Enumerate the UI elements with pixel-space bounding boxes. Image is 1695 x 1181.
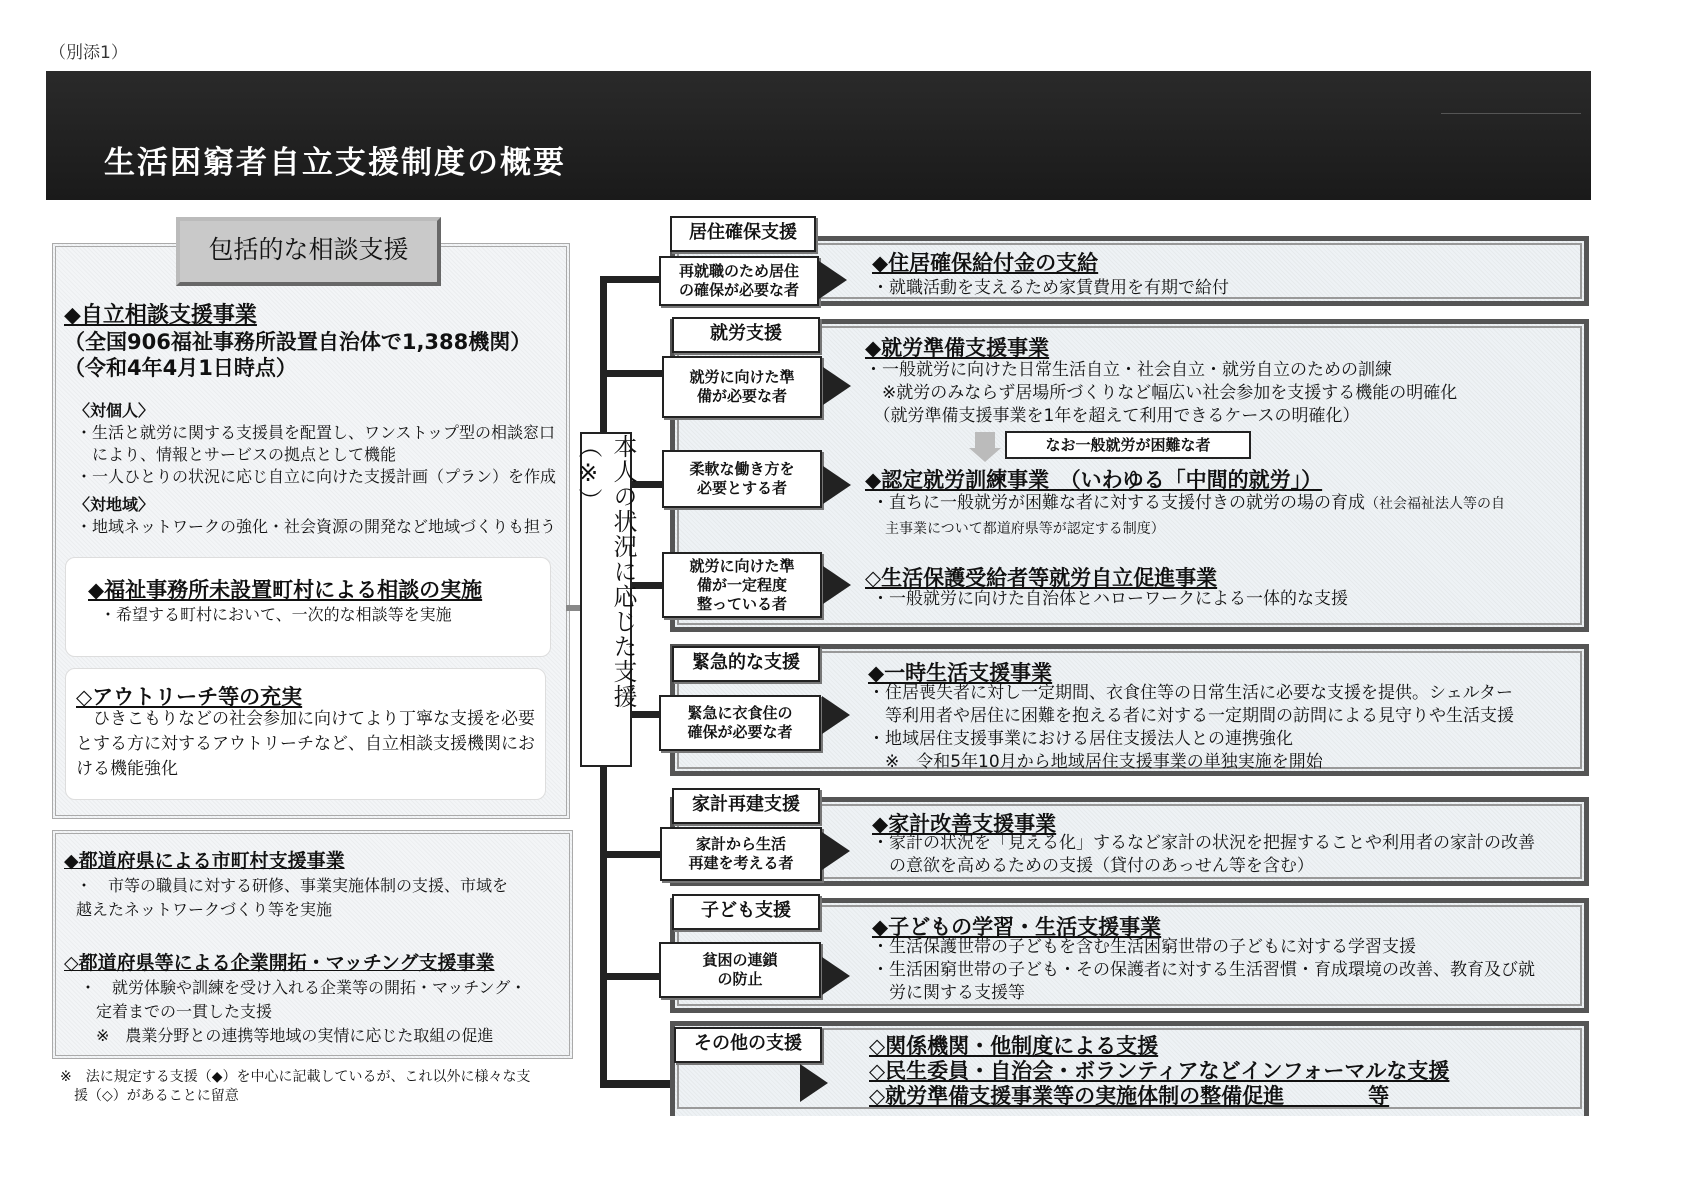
self-reliance-date: （令和4年4月1日時点） (64, 356, 297, 380)
list-item: 主事業について都道府県等が認定する制度） (885, 521, 1165, 537)
divider (1441, 113, 1581, 114)
footnote-line: 援（◇）があることに留意 (60, 1088, 239, 1104)
household-target-box (660, 827, 822, 881)
emergency-text (868, 682, 1514, 774)
children-heading: ◆子どもの学習・生活支援事業 (872, 915, 1162, 939)
arrow-right-icon (823, 566, 851, 604)
list-item: ・家計の状況を「見える化」するなど家計の状況を把握することや利用者の家計の改善 (872, 833, 1535, 853)
employment-target-box-3 (662, 552, 822, 618)
employment-prep-text (865, 359, 1457, 428)
emergency-heading: ◆一時生活支援事業 (868, 661, 1053, 685)
outreach-box (65, 668, 546, 800)
housing-heading: ◆住居確保給付金の支給 (872, 251, 1099, 275)
target-line: 確保が必要な者 (687, 723, 793, 741)
branch-line (600, 973, 662, 980)
individual-label: 〈対個人〉 (74, 401, 155, 420)
list-item: ・住居喪失者に対し一定期間、衣食住等の日常生活に必要な支援を提供。シェルター (868, 683, 1513, 703)
footnote (60, 1068, 531, 1106)
list-item: ・地域居住支援事業における居住支援法人との連携強化 (868, 729, 1293, 749)
housing-tab: 居住確保支援 (670, 216, 816, 252)
list-item: 越えたネットワークづくり等を実施 (76, 900, 333, 919)
list-item: の意欲を高めるための支援（貸付のあっせん等を含む） (872, 856, 1314, 876)
self-reliance-heading: ◆自立相談支援事業 (64, 303, 257, 328)
self-reliance-count: （全国906福祉事務所設置自治体で1,388機関） (64, 330, 532, 354)
arrow-right-icon (819, 261, 847, 299)
text: （社会福祉法人等の自 (1365, 496, 1505, 512)
employment-tab: 就労支援 (672, 317, 820, 353)
household-heading: ◆家計改善支援事業 (872, 812, 1057, 836)
certified-training-heading: ◆認定就労訓練事業 （いわゆる「中間的就労」） (865, 468, 1323, 492)
target-line: 再就職のため居住 (678, 262, 799, 280)
target-line: 必要とする者 (696, 479, 787, 497)
town-line: ・希望する町村において、一次的な相談等を実施 (100, 605, 452, 624)
prefecture-support-panel (52, 830, 573, 1059)
difficult-employment-note: なお一般就労が困難な者 (1005, 431, 1251, 459)
down-arrowhead-icon (969, 448, 1001, 462)
list-item: ・地域ネットワークの強化・社会資源の開発など地域づくりも担う (76, 517, 557, 536)
arrow-right-icon (823, 466, 851, 504)
attachment-label: （別添1） (49, 43, 128, 63)
target-line: 再建を考える者 (688, 854, 794, 872)
list-item: 定着までの一貫した支援 (80, 1002, 273, 1021)
list-item: ・一人ひとりの状況に応じ自立に向けた支援計画（プラン）を作成 (76, 467, 557, 486)
arrow-right-icon (822, 696, 850, 734)
list-item: 等利用者や居住に困難を抱える者に対する一定期間の訪問による見守りや生活支援 (868, 706, 1514, 726)
target-line: の防止 (717, 970, 763, 988)
emergency-tab: 緊急的な支援 (672, 646, 820, 682)
list-item: ・生活困窮世帯の子ども・その保護者に対する生活習慣・育成環境の改善、教育及び就 (872, 960, 1535, 980)
target-line: 就労に向けた準 (689, 368, 795, 386)
list-item: ◇民生委員・自治会・ボランティアなどインフォーマルな支援 (869, 1059, 1450, 1083)
children-text (872, 936, 1535, 1005)
household-tab: 家計再建支援 (672, 788, 820, 824)
list-item: ・一般就労に向けた日常生活自立・社会自立・就労自立のための訓練 (865, 360, 1392, 380)
employment-target-box-2 (662, 450, 822, 508)
list-item: ※就労のみならず居場所づくりなど幅広い社会参加を支援する機能の明確化 (865, 383, 1458, 403)
welfare-recipient-heading: ◇生活保護受給者等就労自立促進事業 (865, 566, 1218, 590)
list-item: ・ 就労体験や訓練を受け入れる企業等の開拓・マッチング・ (80, 978, 527, 997)
emergency-target-box (659, 695, 821, 751)
branch-line (600, 370, 662, 377)
list-item: ※ 農業分野との連携等地域の実情に応じた取組の促進 (80, 1026, 494, 1045)
pref-text (76, 874, 508, 922)
other-tab: その他の支援 (674, 1027, 822, 1063)
branch-line (600, 851, 662, 858)
target-line: 整っている者 (696, 594, 787, 613)
town-consultation-box (65, 557, 551, 657)
employment-prep-heading: ◆就労準備支援事業 (865, 336, 1050, 360)
household-text (872, 832, 1535, 878)
housing-target-box (659, 256, 819, 306)
title-bar (46, 71, 1591, 200)
list-item: とする方に対するアウトリーチなど、自立相談支援機関にお (76, 734, 535, 754)
children-target-box (659, 942, 821, 998)
list-item: ひきこもりなどの社会参加に向けてより丁寧な支援を必要 (76, 709, 535, 729)
list-item: ※ 令和5年10月から地域居住支援事業の単独実施を開始 (868, 752, 1323, 772)
footnote-line: ※ 法に規定する支援（◆）を中心に記載しているが、これ以外に様々な支 (60, 1069, 531, 1085)
target-line: 就労に向けた準 (689, 556, 795, 575)
list-item: ・一般就労に向けた自治体とハローワークによる一体的な支援 (872, 589, 1348, 609)
list-item: により、情報とサービスの拠点として機能 (76, 445, 397, 464)
arrow-right-icon (822, 957, 850, 995)
children-tab: 子ども支援 (672, 894, 820, 930)
target-line: 備が必要な者 (696, 387, 787, 405)
matching-text (80, 976, 526, 1048)
list-item (872, 492, 1505, 516)
list-item: ・ 市等の職員に対する研修、事業実施体制の支援、市域を (76, 876, 509, 895)
outreach-text (76, 707, 535, 782)
branch-line (600, 276, 662, 283)
arrow-right-icon (822, 832, 850, 870)
list-item: ◇関係機関・他制度による支援 (869, 1034, 1159, 1058)
list-item: （就労準備支援事業を1年を超えて利用できるケースの明確化） (865, 406, 1360, 426)
target-line: 緊急に衣食住の (687, 704, 793, 722)
list-item: ける機能強化 (76, 759, 178, 779)
town-heading: ◆福祉事務所未設置町村による相談の実施 (88, 578, 483, 602)
page-title: 生活困窮者自立支援制度の概要 (104, 145, 566, 181)
arrow-right-icon (823, 367, 851, 405)
matching-heading: ◇都道府県等による企業開拓・マッチング支援事業 (64, 952, 495, 974)
list-item: ・生活保護世帯の子どもを含む生活困窮世帯の子どもに対する学習支援 (872, 937, 1416, 957)
outreach-heading: ◇アウトリーチ等の充実 (76, 685, 303, 709)
pref-heading: ◆都道府県による市町村支援事業 (64, 850, 345, 872)
target-line: の確保が必要な者 (678, 281, 799, 299)
target-line: 柔軟な働き方を (689, 460, 795, 478)
target-line: 家計から生活 (695, 835, 786, 853)
region-label: 〈対地域〉 (74, 495, 155, 514)
target-line: 貧困の連鎖 (702, 951, 778, 969)
list-item: ・就職活動を支えるため家賃費用を有期で給付 (872, 278, 1229, 298)
list-item: ・生活と就労に関する支援員を配置し、ワンストップ型の相談窓口 (76, 423, 556, 442)
other-list (869, 1034, 1449, 1109)
text: ・直ちに一般就労が困難な者に対する支援付きの就労の場の育成 (872, 493, 1365, 513)
comprehensive-consultation-header: 包括的な相談支援 (176, 217, 441, 286)
list-item: 労に関する支援等 (872, 983, 1025, 1003)
individual-list (76, 422, 556, 488)
employment-target-box-1 (662, 356, 822, 418)
target-line: 備が一定程度 (696, 575, 787, 594)
arrow-right-icon (800, 1064, 828, 1102)
center-label: 本人の状況に応じた支援（※） (580, 432, 632, 767)
list-item: ◇就労準備支援事業等の実施体制の整備促進 等 (869, 1084, 1390, 1108)
